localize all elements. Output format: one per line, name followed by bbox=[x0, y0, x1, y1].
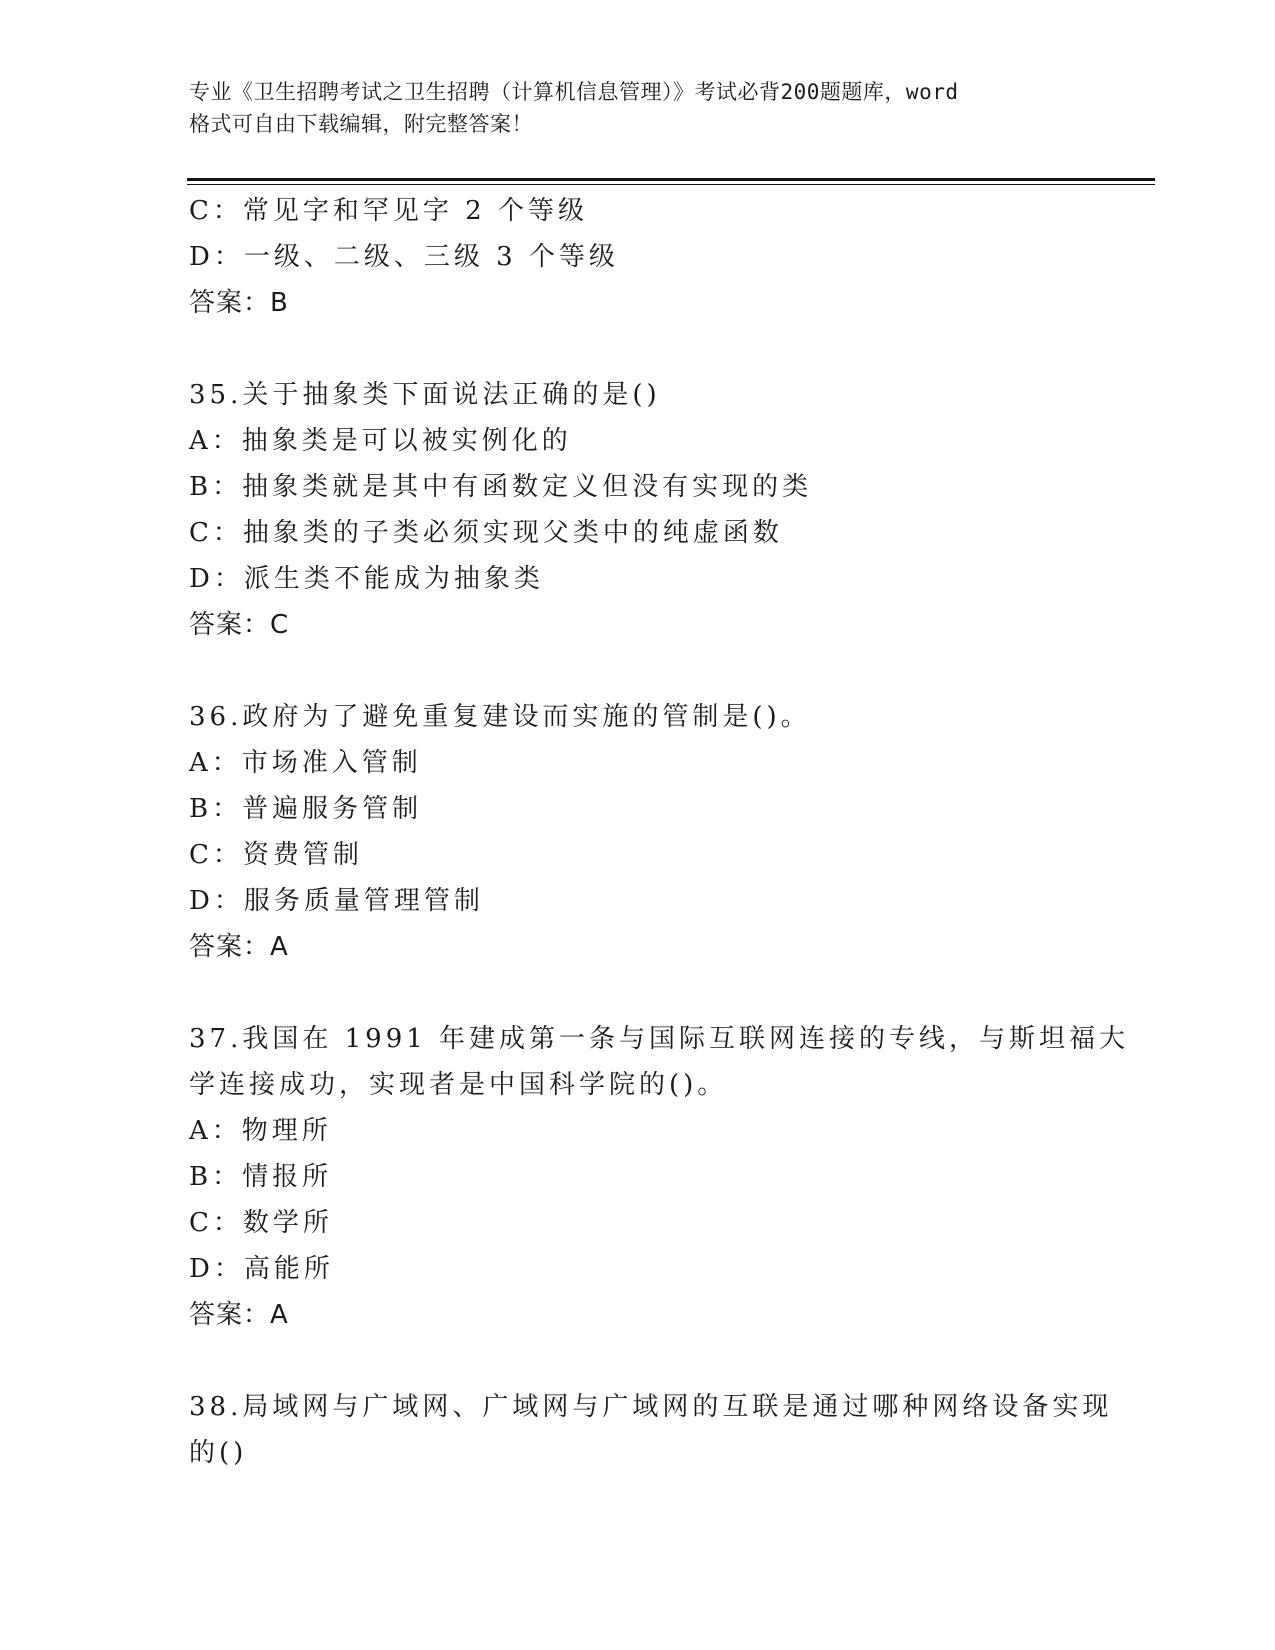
option-c: C：数学所 bbox=[189, 1208, 333, 1238]
question-stem: 35.关于抽象类下面说法正确的是() bbox=[189, 380, 661, 410]
answer: 答案：A bbox=[189, 1300, 289, 1330]
option-d: D：派生类不能成为抽象类 bbox=[189, 564, 544, 594]
header-line-1: 专业《卫生招聘考试之卫生招聘（计算机信息管理）》考试必背200题题库，word bbox=[189, 80, 959, 104]
spacer bbox=[189, 1338, 1149, 1384]
option-a: A：市场准入管制 bbox=[189, 748, 422, 778]
question-stem-line-2: 学连接成功，实现者是中国科学院的()。 bbox=[189, 1070, 728, 1100]
carryover-option-c: C：常见字和罕见字 2 个等级 bbox=[189, 196, 588, 226]
spacer bbox=[189, 648, 1149, 694]
carryover-option-d: D：一级、二级、三级 3 个等级 bbox=[189, 242, 619, 272]
question-stem-line-1: 37.我国在 1991 年建成第一条与国际互联网连接的专线，与斯坦福大 bbox=[189, 1024, 1130, 1054]
question-37 bbox=[189, 1016, 1149, 1338]
question-stem-line-1: 38.局域网与广域网、广域网与广域网的互联是通过哪种网络设备实现 bbox=[189, 1392, 1113, 1422]
spacer bbox=[189, 326, 1149, 372]
option-b: B：情报所 bbox=[189, 1162, 333, 1192]
header-divider-thin bbox=[187, 184, 1155, 185]
question-stem: 36.政府为了避免重复建设而实施的管制是()。 bbox=[189, 702, 811, 732]
option-b: B：抽象类就是其中有函数定义但没有实现的类 bbox=[189, 472, 813, 502]
option-a: A：物理所 bbox=[189, 1116, 332, 1146]
carryover-answer: 答案：B bbox=[189, 288, 289, 318]
answer: 答案：C bbox=[189, 610, 290, 640]
question-list bbox=[189, 188, 1149, 1476]
question-35 bbox=[189, 372, 1149, 648]
option-d: D：高能所 bbox=[189, 1254, 334, 1284]
question-36 bbox=[189, 694, 1149, 970]
option-a: A：抽象类是可以被实例化的 bbox=[189, 426, 572, 456]
spacer bbox=[189, 970, 1149, 1016]
question-stem-line-2: 的() bbox=[189, 1438, 248, 1468]
option-d: D：服务质量管理管制 bbox=[189, 886, 484, 916]
document-header bbox=[189, 76, 1089, 140]
option-c: C：抽象类的子类必须实现父类中的纯虚函数 bbox=[189, 518, 783, 548]
header-line-2: 格式可自由下载编辑，附完整答案！ bbox=[189, 112, 533, 136]
question-38 bbox=[189, 1384, 1149, 1476]
option-c: C：资费管制 bbox=[189, 840, 363, 870]
header-divider-thick bbox=[187, 178, 1155, 181]
option-b: B：普遍服务管制 bbox=[189, 794, 423, 824]
answer: 答案：A bbox=[189, 932, 289, 962]
